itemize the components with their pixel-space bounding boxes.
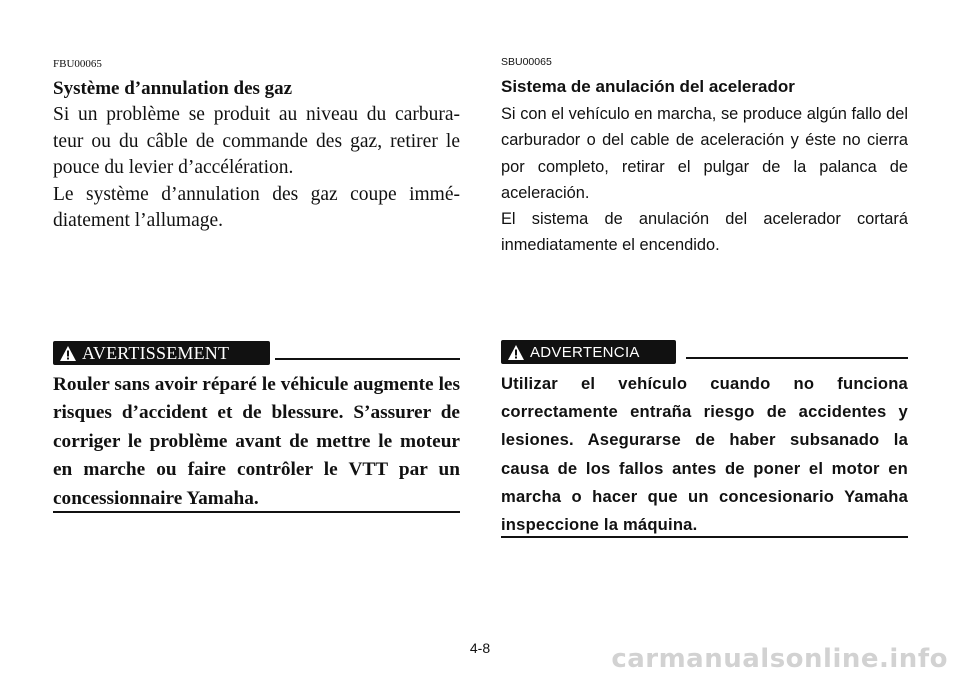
watermark: carmanualsonline.info (611, 644, 948, 674)
body-paragraph: El sistema de anulación del acelerador cortará inmediatamente el encendido. (501, 210, 908, 255)
warning-rule (275, 358, 460, 360)
section-heading: Système d’annulation des gaz (53, 78, 293, 99)
body-paragraph: Le système d’annulation des gaz coupe immé- diatement l’allumage. (53, 183, 460, 232)
warning-header (53, 341, 460, 365)
warning-triangle-icon (59, 345, 77, 362)
warning-text (501, 370, 908, 539)
warning-paragraph: Rouler sans avoir réparé le véhicule augmente les risques d’accident et de blessure. S’assurer de corriger le problème avant de mettre le moteur en marche ou faire contrôler le VTT par un concessionnaire Yamaha. (53, 374, 460, 509)
page-number: 4-8 (469, 640, 491, 656)
warning-badge (53, 341, 270, 365)
section-body (53, 102, 460, 235)
warning-text (53, 371, 460, 513)
warning-label: ADVERTENCIA (530, 343, 640, 361)
body-paragraph: Si un problème se produit au niveau du carbura- teur ou du câble de commande des gaz, retirer le pouce du levier d’accélération. (53, 104, 460, 179)
warning-bottom-rule (53, 511, 460, 513)
warning-badge (501, 340, 676, 364)
warning-rule (686, 357, 908, 359)
warning-triangle-icon (507, 344, 525, 361)
warning-paragraph: Utilizar el vehículo cuando no funciona correctamente entraña riesgo de accidentes y lesiones. Asegurarse de haber subsanado la causa de los fallos antes de poner el motor en marcha o hacer que un concesionario Yamaha inspeccione la máquina. (501, 374, 908, 535)
section-code: FBU00065 (53, 58, 102, 70)
body-paragraph: Si con el vehículo en marcha, se produce algún fallo del carburador o del cable de aceleración y éste no cierra por completo, retirar el pulgar de la palanca de aceleración. (501, 105, 908, 202)
warning-label: AVERTISSEMENT (82, 342, 230, 363)
section-heading: Sistema de anulación del acelerador (501, 77, 795, 96)
warning-bottom-rule (501, 536, 908, 538)
section-body (501, 101, 908, 259)
section-code: SBU00065 (501, 56, 552, 68)
warning-header (501, 340, 908, 364)
